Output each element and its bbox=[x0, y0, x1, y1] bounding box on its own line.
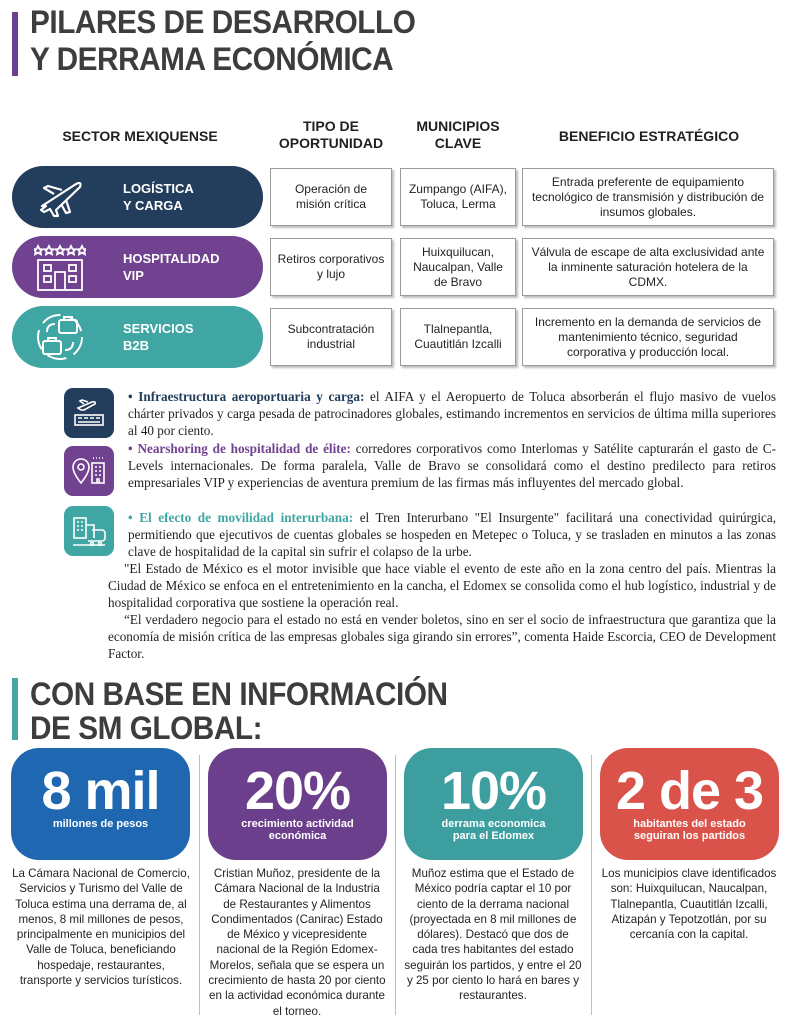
stat-value: 2 de 3 bbox=[615, 761, 764, 821]
stat-caption: crecimiento actividad económica bbox=[241, 818, 354, 842]
column-divider bbox=[591, 755, 592, 1015]
column-header-municipios: MUNICIPIOS CLAVE bbox=[416, 118, 500, 151]
sector-label: HOSPITALIDAD VIP bbox=[123, 251, 220, 283]
bullet-title: El efecto de movilidad interurbana: bbox=[139, 510, 354, 525]
column-divider bbox=[395, 755, 396, 1015]
stat-description: La Cámara Nacional de Comercio, Servicios y Turismo del Valle de Toluca estima una derrama de, al menos, 8 mil millones de pesos, principalmente en municipios del Valle de Toluca, beneficiando hospedaje, restaurantes, transporte y servicios turísticos. bbox=[12, 867, 190, 988]
beneficio-cell: Entrada preferente de equipamiento tecnológico de transmisión y distribución de insumos globales. bbox=[522, 168, 774, 226]
column-header-sector: SECTOR MEXIQUENSE bbox=[62, 128, 218, 144]
bullet-text: el Tren Interurbano "El Insurgente" facilitará una conectividad quirúrgica, permitiendo que ejecutivos de cuentas globales se hospeden en Metepec o Toluca, y se trasladen en minutos a las zonas clave de hospitalidad de la capital sin sufrir el colapso de la urbe. bbox=[128, 510, 777, 559]
column-header-beneficio: BENEFICIO ESTRATÉGICO bbox=[558, 128, 740, 144]
stat-value: 8 mil bbox=[41, 761, 160, 821]
bullet-item: • Nearshoring de hospitalidad de élite: corredores corporativos como Interlomas y Satélite capturarán el gasto de C-Levels internacionales. De forma paralela, Valle de Bravo se consolidará como el destino predilecto para retiros empresariales VIP y experiencias de aventura premium de las firmas más influyentes del mercado global. bbox=[128, 441, 776, 490]
tipo-cell: Retiros corporativos y lujo bbox=[270, 238, 392, 296]
stat-description: Los municipios clave identificados son: Huixquilucan, Naucalpan, Tlalnepantla, Cuautitlán Izcalli, Atizapán y Tepotzotlán, por su cercanía con la capital. bbox=[601, 867, 777, 942]
stat-caption: habitantes del estado seguiran los partidos bbox=[633, 818, 746, 842]
stat-card bbox=[404, 748, 583, 860]
sector-label: LOGÍSTICA Y CARGA bbox=[123, 181, 194, 213]
city-train-icon bbox=[64, 506, 114, 556]
stat-value: 20% bbox=[244, 761, 351, 821]
briefcase-exchange-icon bbox=[12, 306, 108, 368]
location-hotel-icon bbox=[64, 446, 114, 496]
bullet-text: corredores corporativos como Interlomas y Satélite capturarán el gasto de C-Levels internacionales. De forma paralela, Valle de Bravo se consolidará como el destino predilecto para retiros empresariales VIP y experiencias de aventura premium de las firmas más influyentes del mercado global. bbox=[128, 441, 776, 490]
stat-card bbox=[11, 748, 190, 860]
bullet-title: Nearshoring de hospitalidad de élite: bbox=[137, 441, 351, 456]
airport-icon bbox=[64, 388, 114, 438]
tipo-cell: Subcontratación industrial bbox=[270, 308, 392, 366]
body-paragraph: “El verdadero negocio para el estado no está en vender boletos, sino en ser el socio de infraestructura que garantiza que la economía de misión crítica de las empresas globales siga girando sin errores”, comenta Haide Escorcia, CEO de Development Factor. bbox=[108, 612, 776, 661]
column-divider bbox=[199, 755, 200, 1015]
stat-value: 10% bbox=[440, 761, 547, 821]
municipios-cell: Zumpango (AIFA), Toluca, Lerma bbox=[400, 168, 516, 226]
bullet-text: el AIFA y el Aeropuerto de Toluca absorberán el flujo masivo de vuelos chárter privados y carga pesada de patrocinadores globales, estimando incrementos en servicios de última milla superiores al 40 por ciento. bbox=[128, 389, 776, 438]
sector-label: SERVICIOS B2B bbox=[123, 321, 194, 353]
hotel-icon bbox=[12, 236, 108, 298]
beneficio-cell: Válvula de escape de alta exclusividad ante la inminente saturación hotelera de la CDMX. bbox=[522, 238, 774, 296]
page-title-line-1: PILARES DE DESARROLLO bbox=[30, 4, 416, 40]
stat-caption: millones de pesos bbox=[52, 818, 149, 830]
section-title-line-2: DE SM GLOBAL: bbox=[30, 710, 263, 746]
tipo-cell: Operación de misión crítica bbox=[270, 168, 392, 226]
sector-pill-logistica bbox=[12, 166, 263, 228]
stat-description: Cristian Muñoz, presidente de la Cámara Nacional de la Industria de Restaurantes y Alimentos Condimentados (Canirac) Estado de México y vicepresidente nacional de la Región Edomex-Morelos, señala que se espera un crecimiento de hasta 20 por ciento en la actividad económica durante el torneo. bbox=[208, 867, 386, 1018]
bullet-item: • El efecto de movilidad interurbana: el Tren Interurbano "El Insurgente" facilitará una conectividad quirúrgica, permitiendo que ejecutivos de cuentas globales se hospeden en Metepec o Toluca, y se trasladen en minutos a las zonas clave de hospitalidad de la capital sin sufrir el colapso de la urbe. bbox=[128, 510, 777, 559]
stat-description: Muñoz estima que el Estado de México podría captar el 10 por ciento de la derrama nacional (proyectada en 8 mil millones de dólares). Destacó que dos de cada tres habitantes del estado seguirán los partidos, y entre el 20 y 25 por ciento lo hará en bares y restaurantes. bbox=[404, 867, 582, 1003]
municipios-cell: Tlalnepantla, Cuautitlán Izcalli bbox=[400, 308, 516, 366]
body-paragraph: "El Estado de México es el motor invisible que hace viable el evento de este año en la zona centro del país. Mientras la Ciudad de México se enfoca en el entretenimiento en la cancha, el Edomex se consolida como el hub logístico, industrial y de hospitalidad corporativa que sostiene la operación real. bbox=[108, 561, 776, 610]
section-title-line-1: CON BASE EN INFORMACIÓN bbox=[30, 676, 448, 712]
municipios-cell: Huixquilucan, Naucalpan, Valle de Bravo bbox=[400, 238, 516, 296]
column-header-tipo: TIPO DE OPORTUNIDAD bbox=[278, 118, 384, 151]
sector-pill-servicios bbox=[12, 306, 263, 368]
bullet-item: • Infraestructura aeroportuaria y carga: el AIFA y el Aeropuerto de Toluca absorberán el flujo masivo de vuelos chárter privados y carga pesada de patrocinadores globales, estimando incrementos en servicios de última milla superiores al 40 por ciento. bbox=[128, 389, 776, 438]
sector-pill-hospitalidad bbox=[12, 236, 263, 298]
bullet-title: Infraestructura aeroportuaria y carga: bbox=[138, 389, 365, 404]
airplane-icon bbox=[12, 166, 108, 228]
beneficio-cell: Incremento en la demanda de servicios de mantenimiento técnico, seguridad corporativa y producción local. bbox=[522, 308, 774, 366]
title-accent-bar bbox=[12, 12, 18, 76]
section-accent-bar bbox=[12, 678, 18, 740]
page-title-line-2: Y DERRAMA ECONÓMICA bbox=[30, 41, 394, 77]
stat-card bbox=[600, 748, 779, 860]
stat-caption: derrama economica para el Edomex bbox=[441, 818, 546, 842]
stat-card bbox=[208, 748, 387, 860]
